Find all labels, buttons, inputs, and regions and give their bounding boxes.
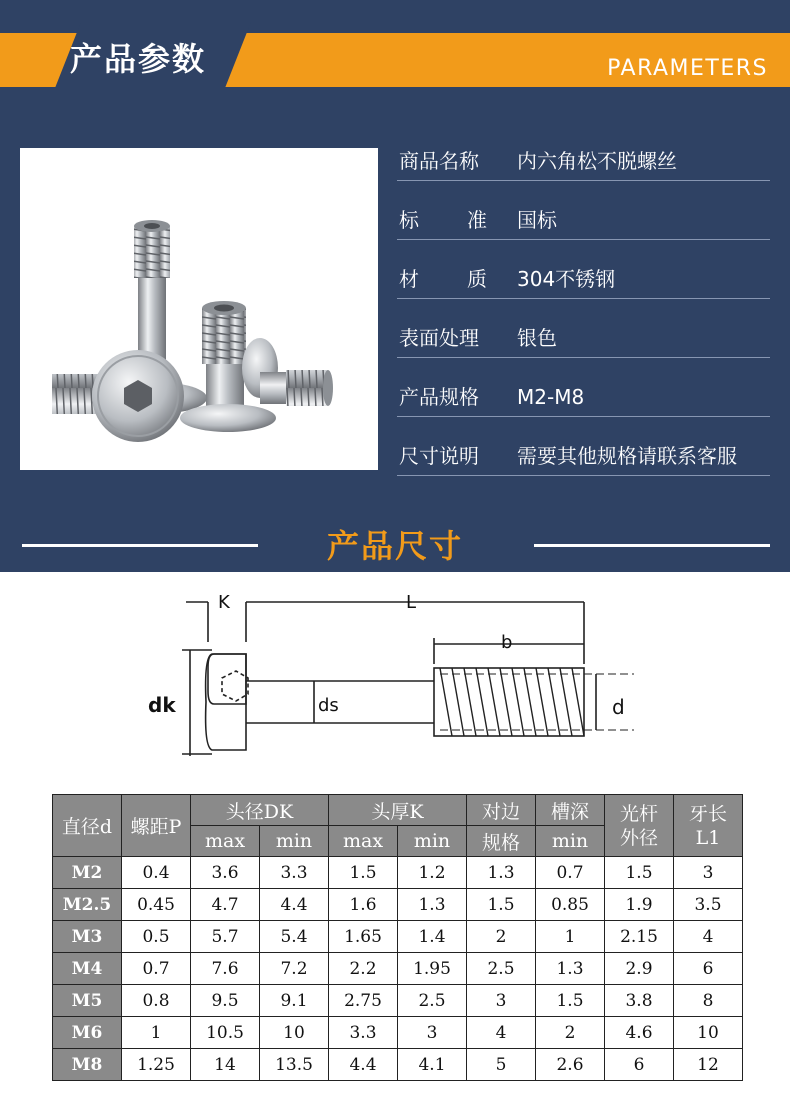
table-cell: 3.3: [329, 1017, 398, 1049]
header-across-flats: 对边: [467, 795, 536, 826]
param-label-char: 标: [399, 208, 419, 232]
table-cell: 2.2: [329, 953, 398, 985]
param-value: M2-M8: [517, 385, 585, 409]
param-label-char: 材: [399, 267, 419, 291]
table-cell: 3.6: [191, 857, 260, 889]
table-cell: 4: [674, 921, 743, 953]
param-row-size-note: [397, 439, 770, 476]
param-label: 尺寸说明: [399, 444, 479, 468]
table-cell: 3: [467, 985, 536, 1017]
table-cell: 4.4: [329, 1049, 398, 1081]
table-cell: 2.75: [329, 985, 398, 1017]
table-cell: 0.4: [122, 857, 191, 889]
header-thread-length: 牙长L1: [674, 795, 743, 857]
table-cell: 1: [536, 921, 605, 953]
screw-product-photo-icon: [20, 148, 378, 470]
table-cell: 5.7: [191, 921, 260, 953]
label-b: b: [501, 632, 513, 653]
screw-dimension-drawing-icon: [0, 572, 790, 784]
table-cell: 0.5: [122, 921, 191, 953]
table-row-size: M5: [53, 985, 122, 1017]
table-cell: 9.1: [260, 985, 329, 1017]
header-dk-min: min: [260, 826, 329, 857]
table-cell: 4.6: [605, 1017, 674, 1049]
table-cell: 3.5: [674, 889, 743, 921]
table-row-size: M6: [53, 1017, 122, 1049]
table-cell: 4.1: [398, 1049, 467, 1081]
table-row: [53, 985, 743, 1017]
table-row-size: M3: [53, 921, 122, 953]
param-label: 表面处理: [399, 326, 479, 350]
table-row: [53, 889, 743, 921]
dimension-diagram: [0, 572, 790, 784]
header-pitch: 螺距P: [122, 795, 191, 857]
param-value: 需要其他规格请联系客服: [517, 444, 737, 468]
header-head-diameter: 头径DK: [191, 795, 329, 826]
label-l: L: [406, 592, 417, 613]
param-row-name: [397, 144, 770, 181]
label-k: K: [218, 592, 230, 613]
table-cell: 3: [674, 857, 743, 889]
param-value: 内六角松不脱螺丝: [517, 149, 677, 173]
table-cell: 10: [674, 1017, 743, 1049]
table-cell: 0.85: [536, 889, 605, 921]
param-row-material: [397, 262, 770, 299]
table-cell: 1.5: [536, 985, 605, 1017]
table-cell: 1.3: [467, 857, 536, 889]
table-cell: 10: [260, 1017, 329, 1049]
table-cell: 9.5: [191, 985, 260, 1017]
table-row-size: M8: [53, 1049, 122, 1081]
table-row: [53, 857, 743, 889]
table-cell: 2.5: [398, 985, 467, 1017]
table-cell: 1.3: [536, 953, 605, 985]
label-dk: dk: [148, 693, 176, 717]
param-row-spec: [397, 380, 770, 417]
table-cell: 4.7: [191, 889, 260, 921]
table-cell: 0.7: [122, 953, 191, 985]
table-row: [53, 953, 743, 985]
table-cell: 1.9: [605, 889, 674, 921]
table-cell: 0.7: [536, 857, 605, 889]
table-cell: 4.4: [260, 889, 329, 921]
header-head-thickness: 头厚K: [329, 795, 467, 826]
table-cell: 0.8: [122, 985, 191, 1017]
header-k-min: min: [398, 826, 467, 857]
table-cell: 2.15: [605, 921, 674, 953]
param-label-char: 准: [467, 208, 487, 232]
table-cell: 1.65: [329, 921, 398, 953]
header-slot-depth: 槽深: [536, 795, 605, 826]
table-cell: 13.5: [260, 1049, 329, 1081]
param-value: 304不锈钢: [517, 267, 616, 291]
table-cell: 8: [674, 985, 743, 1017]
table-cell: 6: [605, 1049, 674, 1081]
param-label-char: 质: [467, 267, 487, 291]
header-shank-diameter: 光杆外径: [605, 795, 674, 857]
table-row: [53, 1017, 743, 1049]
table-cell: 1.3: [398, 889, 467, 921]
param-label: [399, 203, 487, 237]
table-cell: 5: [467, 1049, 536, 1081]
table-cell: 7.2: [260, 953, 329, 985]
table-cell: 10.5: [191, 1017, 260, 1049]
header-diameter: 直径d: [53, 795, 122, 857]
spec-table: [52, 794, 743, 1081]
table-cell: 2.6: [536, 1049, 605, 1081]
table-cell: 2: [467, 921, 536, 953]
table-cell: 1.2: [398, 857, 467, 889]
param-label: 产品规格: [399, 385, 479, 409]
table-cell: 5.4: [260, 921, 329, 953]
table-cell: 1.6: [329, 889, 398, 921]
header-flats-spec: 规格: [467, 826, 536, 857]
table-cell: 2.5: [467, 953, 536, 985]
table-cell: 3.8: [605, 985, 674, 1017]
table-cell: 1: [122, 1017, 191, 1049]
table-cell: 1.4: [398, 921, 467, 953]
table-cell: 3: [398, 1017, 467, 1049]
table-cell: 14: [191, 1049, 260, 1081]
table-cell: 3.3: [260, 857, 329, 889]
table-cell: 2: [536, 1017, 605, 1049]
size-section-title: 产品尺寸: [326, 527, 463, 565]
table-cell: 7.6: [191, 953, 260, 985]
param-row-standard: [397, 203, 770, 240]
param-value: 国标: [517, 208, 557, 232]
header-dk-max: max: [191, 826, 260, 857]
table-cell: 1.5: [605, 857, 674, 889]
param-label: 商品名称: [399, 149, 479, 173]
param-label: [399, 262, 487, 296]
header-slot-min: min: [536, 826, 605, 857]
table-cell: 1.95: [398, 953, 467, 985]
table-cell: 0.45: [122, 889, 191, 921]
table-row: [53, 921, 743, 953]
table-cell: 1.5: [329, 857, 398, 889]
param-row-surface: [397, 321, 770, 358]
param-value: 银色: [517, 326, 557, 350]
table-cell: 6: [674, 953, 743, 985]
label-d: d: [612, 695, 625, 719]
table-cell: 4: [467, 1017, 536, 1049]
product-photo: [20, 148, 378, 470]
header-k-max: max: [329, 826, 398, 857]
section-subtitle: PARAMETERS: [607, 56, 768, 81]
spec-table-body: [53, 857, 743, 1081]
table-row: [53, 1049, 743, 1081]
table-row-size: M2.5: [53, 889, 122, 921]
label-ds: ds: [318, 695, 339, 716]
table-cell: 2.9: [605, 953, 674, 985]
table-row-size: M4: [53, 953, 122, 985]
table-cell: 12: [674, 1049, 743, 1081]
section-title: 产品参数: [70, 40, 207, 78]
table-cell: 1.5: [467, 889, 536, 921]
table-row-size: M2: [53, 857, 122, 889]
table-cell: 1.25: [122, 1049, 191, 1081]
